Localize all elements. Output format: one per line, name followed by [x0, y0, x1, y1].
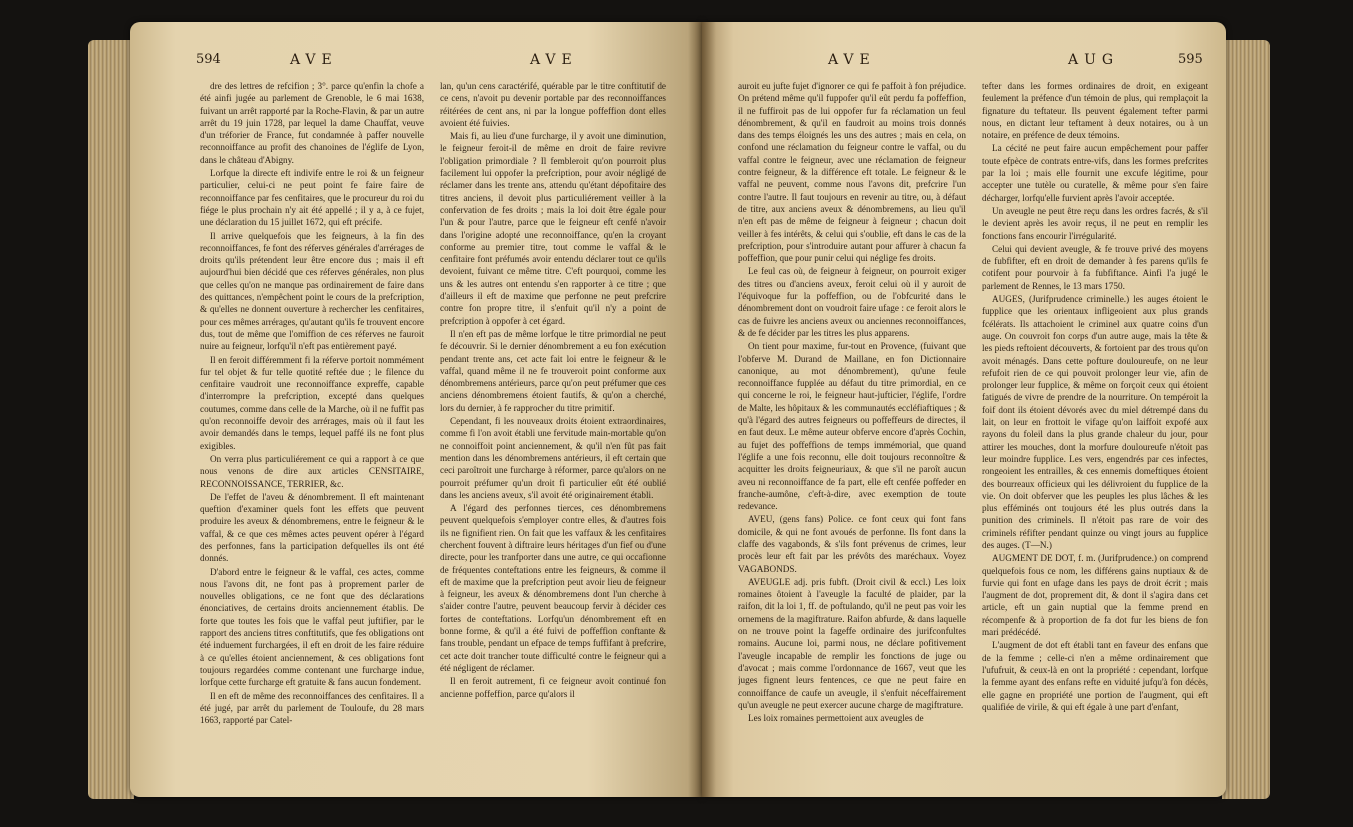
- right-page-number: 595: [1178, 52, 1203, 67]
- book-gutter: [688, 22, 716, 797]
- right-page-column-1: [738, 80, 966, 725]
- paragraph: AUGMENT DE DOT, f. m. (Jurifprudence.) on comprend quelquefois fous ce nom, les différens gains nuptiaux & de furvie qui font en ufage dans les pays de droit écrit ; mais l'augment de dot, proprement dit, & dont il s'agira dans cet article, eft un gain nuptial que la femme prend en récompenfe & à proportion de fa dot fur les biens de fon mari prédécédé.: [982, 553, 1208, 638]
- left-page-column-2: [440, 80, 666, 701]
- paragraph: Il en feroit autrement, fi ce feigneur avoit continué fon ancienne poffeffion, parce qu'alors il: [440, 676, 666, 699]
- right-page-column-2: [982, 80, 1208, 714]
- paragraph: Mais fi, au lieu d'une furcharge, il y avoit une diminution, le feigneur feroit-il de même en droit de faire revivre l'obligation primordiale ? Il fembleroit qu'on pourroit plus facilement lui oppofer la prefcription, pour avoir négligé de réclamer dans les trente ans, attendu qu'étant dépofitaire des titres anciens, il devoit plus particuliérement veiller à la confervation de fes droits ; mais la loi doit être égale pour l'un & pour l'autre, parce que le feigneur eft cenfé n'avoir dans l'origine adopté une reconnoiffance, qu'en la croyant conforme au premier titre, tout comme le vaffal & le cenfitaire font préfumés avoir entendu déclarer tout ce qu'ils devoient, fuivant ce même titre. C'eft pourquoi, comme les uns & les autres ont entendu s'en rapporter à ce titre ; que d'ailleurs il eft de maxime que perfonne ne peut prefcrire contre fon propre titre, il s'enfuit qu'il n'y a point de prefcription à oppofer à cet égard.: [440, 131, 666, 326]
- paragraph: AVEU, (gens fans) Police. ce font ceux qui font fans domicile, & qui ne font avoués de perfonne. Ils font dans la claffe des vagabonds, & s'ils font prévenus de crimes, leur procès leur eft fait par les prévôts des maréchaux. Voyez VAGABONDS.: [738, 514, 966, 574]
- paragraph: Il en eft de même des reconnoiffances des cenfitaires. Il a été jugé, par arrêt du parlement de Touloufe, du 28 mars 1663, rapporté par Catel-: [200, 690, 424, 726]
- paragraph: De l'effet de l'aveu & dénombrement. Il eft maintenant queftion d'examiner quels font les effets que peuvent produire les aveux & dénombremens, entre le feigneur & le vaffal, & ce que ces mêmes actes peuvent opérer à l'égard des perfonnes, fans la participation defquelles ils ont été donnés.: [200, 491, 424, 564]
- paragraph: tefter dans les formes ordinaires de droit, en exigeant feulement la préfence d'un témoin de plus, qui remplaçoit la fignature du teftateur. Ils peuvent également tefter parmi nous, en dictant leur teftament à deux notaires, ou à un notaire, en préfence de deux témoins.: [982, 81, 1208, 141]
- left-running-head-2: AVE: [530, 52, 578, 68]
- paragraph: AVEUGLE adj. pris fubft. (Droit civil & eccl.) Les loix romaines ôtoient à l'aveugle la faculté de plaider, par la raifon, dit la loi 1, ff. de poftulando, qu'il ne peut pas voir les ornemens de la magiftrature. Raifon abfurde, & dans laquelle on ne trouve point la fageffe ordinaire des jurifconfultes romains. Aucune loi, parmi nous, ne déclare pofitivement l'aveugle incapable de remplir les fonctions de juge ou d'avocat ; mais comme l'ordonnance de 1667, veut que les juges fignent leurs fentences, ce que ne peut faire en connoiffance de caufe un aveugle, il s'enfuit néceffairement qu'un aveugle ne peut exercer aucune charge de magiftrature.: [738, 576, 966, 710]
- left-page-column-1: [200, 80, 424, 727]
- paragraph: L'augment de dot eft établi tant en faveur des enfans que de la femme ; celle-ci n'en a même ordinairement que l'ufufruit, & ceux-là en ont la propriété : cependant, lorfque la femme ayant des enfans refte en viduité jufqu'à fon décès, elle gagne en propriété une portion de l'augment, qui eft qualifiée de virile, & qui eft égale à une part d'enfant,: [982, 640, 1208, 712]
- left-running-head-1: AVE: [290, 52, 338, 68]
- right-fore-edge: [1222, 40, 1270, 799]
- paragraph: dre des lettres de refcifion ; 3°. parce qu'enfin la chofe a été ainfi jugée au parlement de Grenoble, le 6 mai 1638, fuivant un arrêt rapporté par la Roche-Flavin, & par un autre arrêt du 19 juin 1728, par lequel la dame Chauffat, veuve d'un tréforier de France, fut condamnée à paffer nouvelle reconnoiffance au profit des chanoines de l'églife de Lyon, dans le château d'Abigny.: [200, 81, 424, 165]
- paragraph: Un aveugle ne peut être reçu dans les ordres facrés, & s'il le devient après les avoir reçus, il ne peut en remplir les fonctions fans encourir l'irrégularité.: [982, 205, 1208, 241]
- paragraph: Lorfque la directe eft indivife entre le roi & un feigneur particulier, celui-ci ne peut point fe faire faire de reconnoiffance par fes cenfitaires, que le procureur du roi du fiége le plus prochain n'y ait été appellé ; il y a, à ce fujet, une déclaration du 15 juillet 1672, qui eft précife.: [200, 168, 424, 228]
- paragraph: Cependant, fi les nouveaux droits étoient extraordinaires, comme fi l'on avoit établi une fervitude main-mortable qu'on ne connoiffoit point anciennement, & qu'il n'en fût pas fait mention dans les dénombremens antérieurs, il eft certain que ceci paroîtroit une furcharge à réformer, parce qu'alors on ne pourroit préfumer qu'un droit fi particulier eût été oublié dans les anciens aveux, s'il avoit été originairement établi.: [440, 416, 666, 500]
- paragraph: Il arrive quelquefois que les feigneurs, à la fin des reconnoiffances, fe font des réferves générales d'arrérages de droits qu'ils prétendent leur être encore dus ; mais il eft aujourd'hui bien décidé que ces réferves générales, non plus que celles qu'on ne manque pas ordinairement de faire dans des quittances, n'empêchent point le cours de la prefcription, & qu'elles ne donnent ouverture à rechercher les cenfitaires, pour ces mêmes arrérages, qu'autant qu'ils fe trouvent encore dus, tout de même que l'omiffion de ces réferves ne fauroit nuire au feigneur, lorfqu'il n'eft pas entièrement payé.: [200, 230, 424, 352]
- paragraph: La cécité ne peut faire aucun empêchement pour paffer toute efpèce de contrats entre-vifs, dans les formes prefcrites par la loi ; mais elle fournit une excufe légitime, pour accepter une tutèle ou curatelle, & même pour s'en faire décharger, lorfqu'elle furvient après l'avoir acceptée.: [982, 143, 1208, 203]
- left-fore-edge: [88, 40, 134, 799]
- paragraph: Les loix romaines permettoient aux aveugles de: [748, 713, 924, 724]
- paragraph: On tient pour maxime, fur-tout en Provence, (fuivant que l'obferve M. Durand de Maillane, en fon Dictionnaire canonique, au mot dénombrement), qu'une feule reconnoiffance fupplée au défaut du titre primordial, en ce qui concerne le roi, le feigneur haut-jufticier, l'églife, l'ordre de Malte, les hôpitaux & les communautés eccléfiaftiques ; & qu'à l'égard des autres feigneurs ou poffeffeurs de directes, il en faut deux. Le même auteur obferve encore d'après Cochin, au fujet des poffeffions de temps immémorial, que quand l'églife a une fois reconnu, elle doit toujours reconnoître & acquitter les droits feigneuriaux, & que s'il ne paroît aucun aveu ni reconnoiffance de fa part, elle eft cenfée poffeder en franche-aumône, c'eft-à-dire, avec exemption de toute redevance.: [738, 341, 966, 512]
- paragraph: auroit eu jufte fujet d'ignorer ce qui fe paffoit à fon préjudice. On prétend même qu'il fuppofer qu'il eût perdu fa poffeffion, il ne fuffiroit pas de lui oppofer fur fa réclamation un feul dénombrement, & qu'il en faudroit au moins trois donnés dans des temps éloignés les uns des autres ; mais en cela, on confond une réclamation du feigneur contre le vaffal, ou du vaffal contre le feigneur, avec une réclamation de feigneur contre feigneur, & la différence eft totale. Le feigneur & le vaffal ne peuvent, comme nous l'avons dit, prefcrire l'un contre l'autre. Il faut toujours en revenir au titre, ou, à défaut de titre, aux anciens aveux & dénombremens, au lieu qu'il n'en eft pas de même de feigneur à feigneur ; chacun doit veiller à fes intérêts, & celui qui s'oublie, eft dans le cas de la prefcription, pour s'introduire autant pour affurer à chacun fa poffeffion, que pour punir celui qui néglige fes droits.: [738, 81, 966, 264]
- paragraph: Celui qui devient aveugle, & fe trouve privé des moyens de fubfifter, eft en droit de demander à fes parens qu'ils fe cotifent pour pourvoir à fa fubfiftance. Ainfi l'a jugé le parlement de Rennes, le 13 mars 1750.: [982, 243, 1208, 291]
- paragraph: AUGES, (Jurifprudence criminelle.) les auges étoient le fupplice que les orientaux infligeoient aux plus grands fcélérats. Ils attachoient le criminel aux quatre coins d'un auge. On couvroit fon corps d'un autre auge, mais la tête & les pieds reftoient découverts, & fortoient par des trous qu'on avoit ménagés. Dans cette pofture douloureufe, on ne leur refufoit rien de ce qui pouvoit prolonger leur vie, afin de prolonger leur fupplice, & même on forçoit ceux qui étoient fatigués de vivre de prendre de la nourriture. On tempéroit la foif dont ils étoient dévorés avec du miel détrempé dans du lait, on leur en frottoit le vifage qu'on laiffoit expofé aux rayons du foleil dans la plus grande chaleur du jour, pour attirer les mouches, dont la morfure douloureufe n'étoit pas leur moindre fupplice. Les vers, engendrés par ces infectes, rongeoient les entrailles, & ces ennemis domeftiques étoient des bourreaux officieux qui les délivroient du fupplice de la vie. On doit obferver que les peuples les plus lâches & les plus efféminés ont toujours été les plus outrés dans la punition des criminels. Il n'étoit pas rare de voir des criminels réfifter pendant quinze ou vingt jours au fupplice des auges. (T—N.): [982, 294, 1208, 550]
- paragraph: Le feul cas où, de feigneur à feigneur, on pourroit exiger des titres ou d'anciens aveux, feroit celui où il y auroit de l'équivoque fur la poffeffion, ou de l'obfcurité dans le dénombrement dont on voudroit faire ufage : ce feroit alors le cas de fuivre les anciens aveux ou anciennes reconnoiffances, & de fe décider par les titres les plus apparens.: [738, 266, 966, 338]
- right-running-head-2: AUG: [1068, 52, 1120, 68]
- left-page-number: 594: [196, 52, 221, 67]
- paragraph: On verra plus particuliérement ce qui a rapport à ce que nous venons de dire aux articles CENSITAIRE, RECONNOISSANCE, TERRIER, &c.: [200, 453, 424, 489]
- paragraph: D'abord entre le feigneur & le vaffal, ces actes, comme nous l'avons dit, ne font pas à proprement parler de nouvelles obligations, ce ne font que des déclarations énonciatives, de certains droits anciennement établis. De forte que toutes les fois que le vaffal peut juftifier, par le rapport des anciens titres conftitutifs, que fes obligations ont été induement furchargées, il eft en droit de les faire réduire à ce qu'elles étoient anciennement, & ces obligations font toujours regardées comme contenant une furcharge indue, lorfque cette furcharge eft gratuite & fans aucun fondement.: [200, 566, 424, 688]
- paragraph: A l'égard des perfonnes tierces, ces dénombremens peuvent quelquefois s'employer contre elles, & d'autres fois ils ne fignifient rien. On fait que les vaffaux & les cenfitaires cherchent fouvent à diftraire leurs héritages d'un fief ou d'une directe, pour les tranfporter dans une autre, ce qui occafionne de fréquentes conteftations entre les feigneurs, & comme il eft de maxime que la prefcription peut avoir lieu de feigneur à feigneur, les aveux & dénombremens dont l'un cherche à s'aider contre l'autre, peuvent beaucoup fervir à décider ces fortes de conteftations. Lorfqu'un dénombrement eft en bonne forme, & qu'il a été fuivi de poffeffion conftante & fans trouble, pendant un efpace de temps fuffifant à prefcrire, cet acte doit trancher toute difficulté contre le feigneur qui a été négligent de réclamer.: [440, 503, 666, 673]
- right-running-head-1: AVE: [828, 52, 876, 68]
- paragraph: lan, qu'un cens caractérifé, quérable par le titre conftitutif de ce cens, n'avoit pu devenir portable par des reconnoiffances réitérées de cent ans, ni par la longue poffeffion dont elles avoient été fuivies.: [440, 81, 666, 128]
- paragraph: Il n'en eft pas de même lorfque le titre primordial ne peut fe découvrir. Si le dernier dénombrement a eu fon exécution pendant trente ans, cet acte fait loi entre le feigneur & le vaffal, quand même il ne fe trouveroit point conforme aux dénombremens antérieurs, parce qu'on peut préfumer que ces anciens dénombremens étoient fautifs, & qu'on a cherché, lors du dernier, à fe rapprocher du titre primitif.: [440, 328, 666, 413]
- paragraph: Il en feroit différemment fi la réferve portoit nommément fur tel objet & fur telle quotité reftée due ; le filence du cenfitaire vaudroit une reconnoiffance expreffe, capable d'interrompre la prefcription, excepté dans quelques coutumes, comme dans celle de la Marche, où il ne fuffit pas qu'on reconnoiffe devoir des arrérages, mais où il faut les avoir demandés dans le temps, lequel paffé ils ne font plus exigibles.: [200, 354, 424, 451]
